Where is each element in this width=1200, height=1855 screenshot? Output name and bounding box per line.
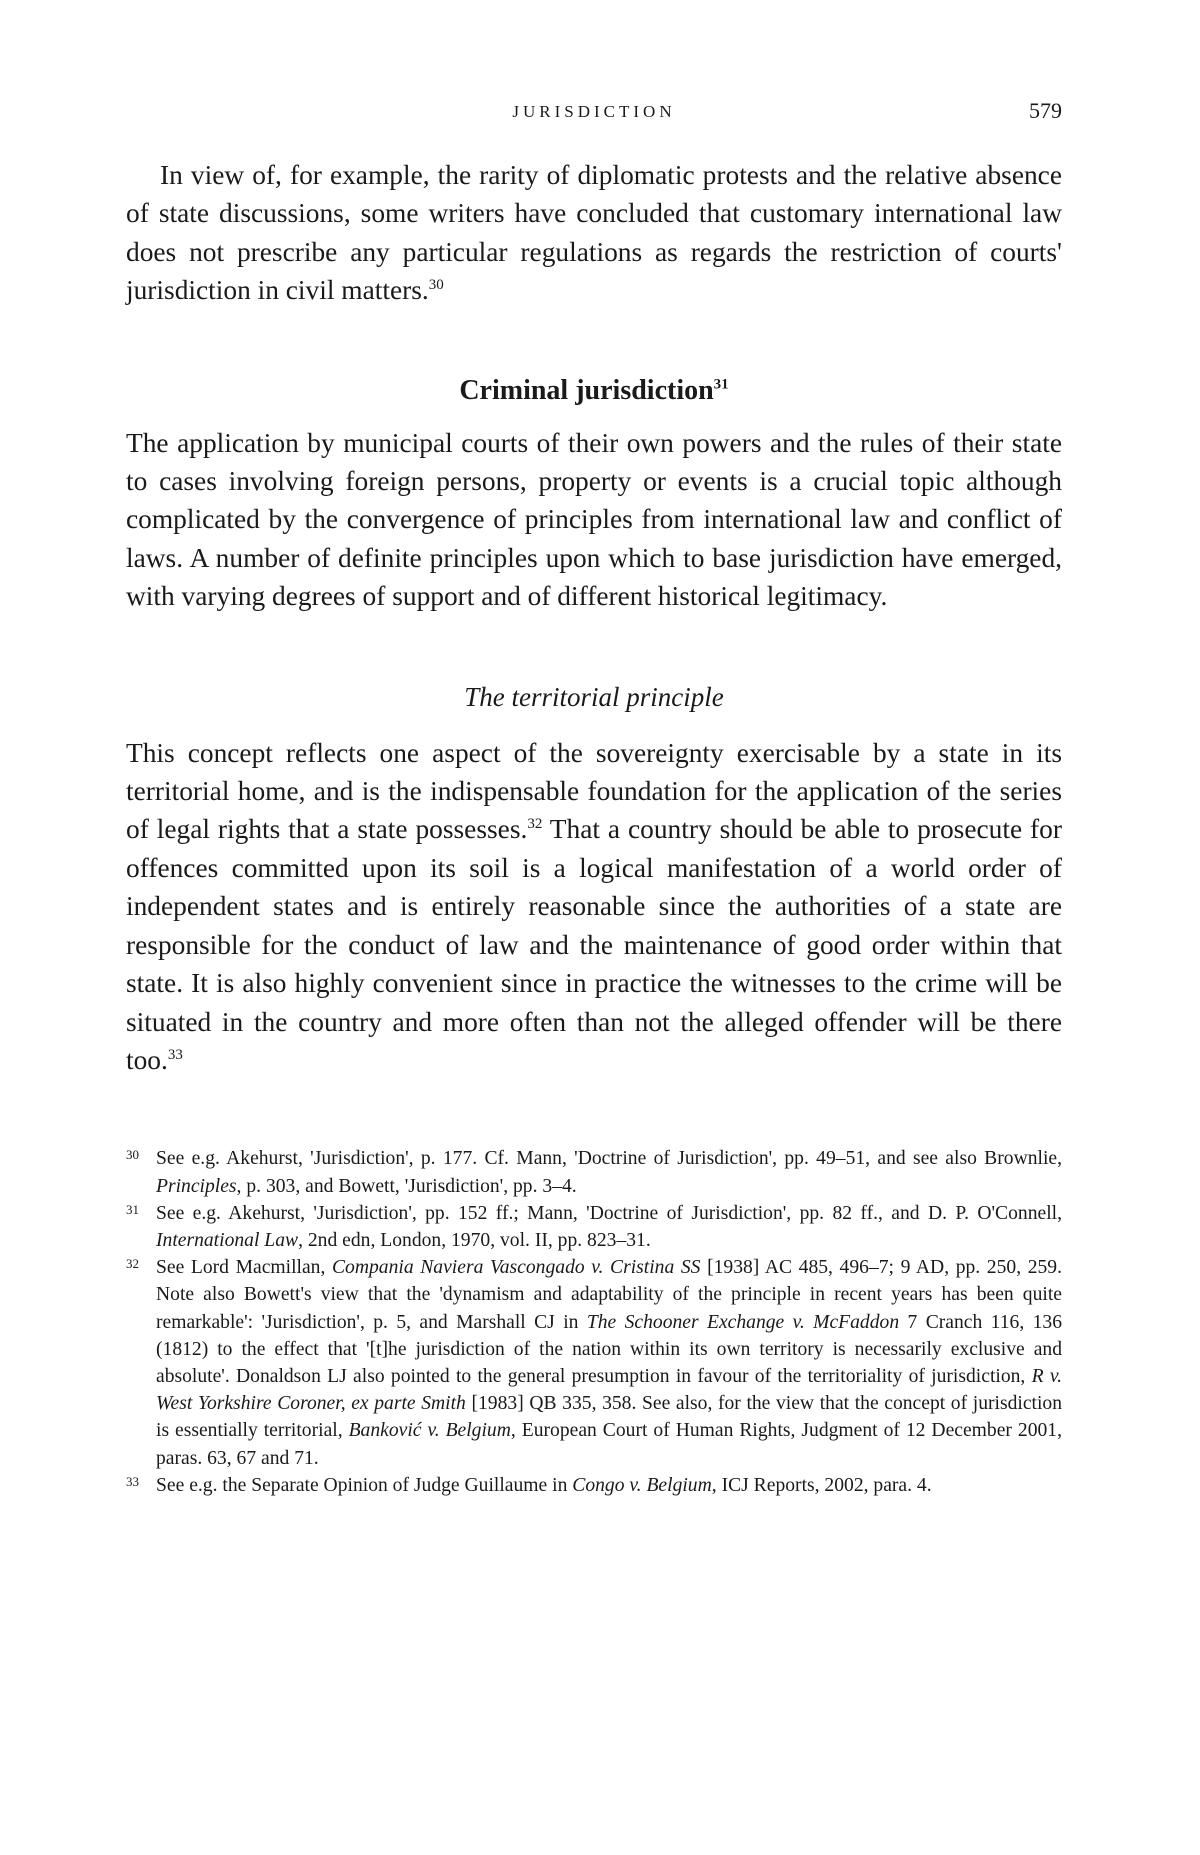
case-or-title-italic: International Law — [156, 1229, 299, 1251]
page-number: 579 — [1029, 98, 1062, 123]
footnote-run: [1938] AC 485, 496–7; 9 AD, pp. 250, 259. Note also Bowett's view that the 'dynamism and adaptability of the principle in recent years has been quite remarkable': 'Jurisdiction', p. 5, and Marshall CJ in — [156, 1257, 1062, 1333]
footnote-33 — [126, 1472, 1062, 1499]
case-or-title-italic: Compania Naviera Vascongado v. Cristina SS — [331, 1257, 701, 1279]
section-heading-criminal-jurisdiction — [126, 372, 1062, 410]
paragraph-text: In view of, for example, the rarity of diplomatic protests and the relative absence of state discussions, some writers have concluded that customary international law does not prescribe any particular regulations as regards the restriction of courts' jurisdiction in civil matters. — [126, 160, 1062, 306]
paragraph-text-b: That a country should be able to prosecute for offences committed upon its soil is a logical manifestation of a world order of independent states and is entirely reasonable since the authorities of a state are responsible for the conduct of law and the maintenance of good order within that state. It is also highly convenient since in practice the witnesses to the crime will be situated in the country and more often than not the alleged offender will be there too. — [126, 814, 1062, 1075]
footnote-run: , p. 303, and Bowett, 'Jurisdiction', pp. 3–4. — [236, 1175, 577, 1197]
footnote-31 — [126, 1200, 1062, 1254]
footnote-30 — [126, 1145, 1062, 1199]
paragraph-text: The application by municipal courts of their own powers and the rules of their state to cases involving foreign persons, property or events is a crucial topic although complicated by the convergence of principles from international law and conflict of laws. A number of definite principles upon which to base jurisdiction have emerged, with varying degrees of support and of different historical legitimacy. — [126, 427, 1062, 612]
footnote-text — [156, 1203, 1062, 1251]
case-or-title-italic: Congo v. Belgium — [572, 1474, 712, 1496]
footnote-number: 33 — [126, 1473, 139, 1489]
case-or-title-italic: Banković v. Belgium — [348, 1420, 511, 1442]
paragraph-criminal-jurisdiction — [126, 424, 1062, 616]
footnote-text — [156, 1257, 1062, 1468]
footnote-number: 31 — [126, 1201, 139, 1217]
case-or-title-italic: Principles — [156, 1175, 237, 1197]
footnote-number: 30 — [126, 1147, 139, 1163]
footnote-run: [1983] QB 335, 358. See also, for the view that the concept of jurisdiction is essentially territorial, — [156, 1393, 1062, 1442]
footnote-run: 7 Cranch 116, 136 (1812) to the effect that '[t]he jurisdiction of the nation within its own territory is necessarily exclusive and absolute'. Donaldson LJ also pointed to the general presumption in favour of the territoriality of jurisdiction, — [156, 1311, 1062, 1387]
paragraph-civil-jurisdiction — [126, 156, 1062, 310]
footnote-run: See Lord Macmillan, — [156, 1257, 332, 1279]
footnote-run: See e.g. Akehurst, 'Jurisdiction', p. 177. Cf. Mann, 'Doctrine of Jurisdiction', pp. 49–51, and see also Brownlie, — [156, 1148, 1062, 1170]
footnote-ref-30[interactable]: 30 — [428, 277, 444, 294]
footnote-run: , ICJ Reports, 2002, para. 4. — [711, 1474, 932, 1496]
footnote-32 — [126, 1254, 1062, 1472]
footnote-text — [156, 1148, 1062, 1196]
running-head — [126, 96, 1062, 136]
footnote-ref-31[interactable]: 31 — [713, 376, 729, 393]
case-or-title-italic: R v. West Yorkshire Coroner, ex parte Smith — [156, 1365, 1062, 1415]
footnote-ref-33[interactable]: 33 — [167, 1046, 183, 1063]
footnote-number: 32 — [126, 1256, 139, 1272]
footnote-ref-32[interactable]: 32 — [527, 816, 543, 833]
footnote-run: See e.g. the Separate Opinion of Judge Guillaume in — [156, 1474, 573, 1496]
paragraph-territorial-principle — [126, 734, 1062, 1080]
book-page — [126, 96, 1062, 1499]
footnote-text — [156, 1475, 932, 1496]
footnote-run: , European Court of Human Rights, Judgment of 12 December 2001, paras. 63, 67 and 71. — [156, 1420, 1062, 1469]
running-title: JURISDICTION — [512, 102, 676, 121]
footnote-run: , 2nd edn, London, 1970, vol. II, pp. 823–31. — [298, 1229, 651, 1251]
paragraph-text-a: This concept reflects one aspect of the sovereignty exercisable by a state in its territorial home, and is the indispensable foundation for the application of the series of legal rights that a state possesses. — [126, 737, 1062, 845]
footnotes — [126, 1145, 1062, 1499]
case-or-title-italic: The Schooner Exchange v. McFaddon — [586, 1311, 900, 1333]
footnote-run: See e.g. Akehurst, 'Jurisdiction', pp. 152 ff.; Mann, 'Doctrine of Jurisdiction', pp. 82 ff., and D. P. O'Connell, — [156, 1202, 1062, 1224]
subsection-heading-territorial-principle: The territorial principle — [464, 681, 724, 712]
heading-text: Criminal jurisdiction — [459, 374, 714, 406]
